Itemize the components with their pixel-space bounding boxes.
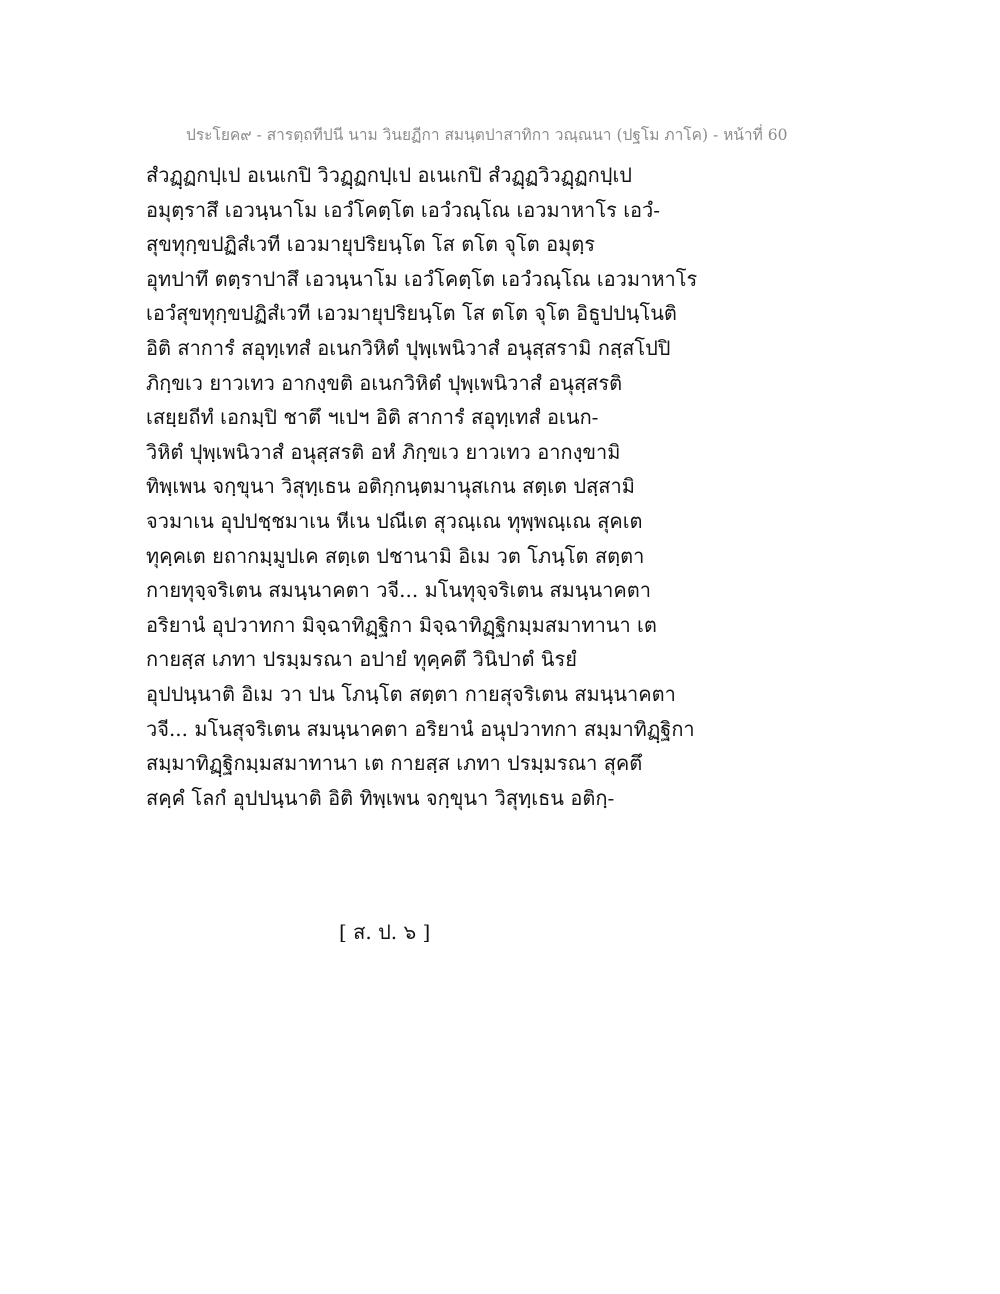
text-line: ทิพฺเพน จกฺขุนา วิสุทฺเธน อติกฺกนฺตมานุสเกน สตฺเต ปสฺสามิ <box>146 474 635 499</box>
text-line: อิติ สาการํ สอุทฺเทสํ อเนกวิหิตํ ปุพฺเพนิวาสํ อนุสฺสรามิ กสฺสโปปิ <box>146 335 671 360</box>
text-line: อมุตฺราสึ เอวนฺนาโม เอวํโคตฺโต เอวํวณฺโณ เอวมาหาโร เอวํ- <box>146 197 661 222</box>
text-line: สุขทุกฺขปฏิสํเวที เอวมายุปริยนฺโต โส ตโต จุโต อมุตฺร <box>146 232 596 257</box>
body-text <box>146 158 706 815</box>
text-line: เอวํสุขทุกฺขปฏิสํเวที เอวมายุปริยนฺโต โส ตโต จุโต อิธูปปนฺโนติ <box>146 301 677 326</box>
text-line: สมฺมาทิฏฺฐิกมฺมสมาทานา เต กายสฺส เภทา ปรมฺมรณา สุคตึ <box>146 751 643 776</box>
text-line: ทุคฺคเต ยถากมฺมูปเค สตฺเต ปชานามิ อิเม วต โภนฺโต สตฺตา <box>146 543 645 568</box>
running-header: ประโยค๙ - สารตฺถทีปนี นาม วินยฏีกา สมนฺตปาสาทิกา วณฺณนา (ปฐโม ภาโค) - หน้าที่ 60 <box>186 126 788 144</box>
text-line: เสยฺยถีทํ เอกมฺปิ ชาตึ ฯเปฯ อิติ สาการํ สอุทฺเทสํ อเนก- <box>146 405 599 430</box>
text-line: อุปปนฺนาติ อิเม วา ปน โภนฺโต สตฺตา กายสุจริเตน สมนฺนาคตา <box>146 681 676 706</box>
text-line: อุทปาทึ ตตฺราปาสึ เอวนฺนาโม เอวํโคตฺโต เอวํวณฺโณ เอวมาหาโร <box>146 266 698 291</box>
text-line: วจี... มโนสุจริเตน สมนฺนาคตา อริยานํ อนุปวาทกา สมฺมาทิฏฺฐิกา <box>146 716 695 741</box>
text-line: สํวฏฺฏกปฺเป อเนเกปิ วิวฏฺฏกปฺเป อเนเกปิ สํวฏฺฏวิวฏฺฏกปฺเป <box>146 163 632 187</box>
text-line: กายสฺส เภทา ปรมฺมรณา อปายํ ทุคฺคตึ วินิปาตํ นิรยํ <box>146 647 577 672</box>
text-line: จวมาเน อุปปชฺชมาเน หีเน ปณีเต สุวณฺเณ ทุพฺพณฺเณ สุคเต <box>146 508 643 533</box>
text-line: กายทุจฺจริเตน สมนฺนาคตา วจี... มโนทุจฺจริเตน สมนฺนาคตา <box>146 578 651 603</box>
text-line: วิหิตํ ปุพฺเพนิวาสํ อนุสฺสรติ อหํ ภิกฺขเว ยาวเทว อากงฺขามิ <box>146 439 621 464</box>
text-line: อริยานํ อุปวาทกา มิจฺฉาทิฏฺฐิกา มิจฺฉาทิฏฺฐิกมฺมสมาทานา เต <box>146 612 657 637</box>
page-signature-mark: [ ส. ป. ๖ ] <box>339 920 431 944</box>
text-line: ภิกฺขเว ยาวเทว อากงฺขติ อเนกวิหิตํ ปุพฺเพนิวาสํ อนุสฺสรติ <box>146 370 623 395</box>
text-line: สคฺคํ โลกํ อุปปนฺนาติ อิติ ทิพฺเพน จกฺขุนา วิสุทฺเธน อติกฺ- <box>146 785 615 810</box>
